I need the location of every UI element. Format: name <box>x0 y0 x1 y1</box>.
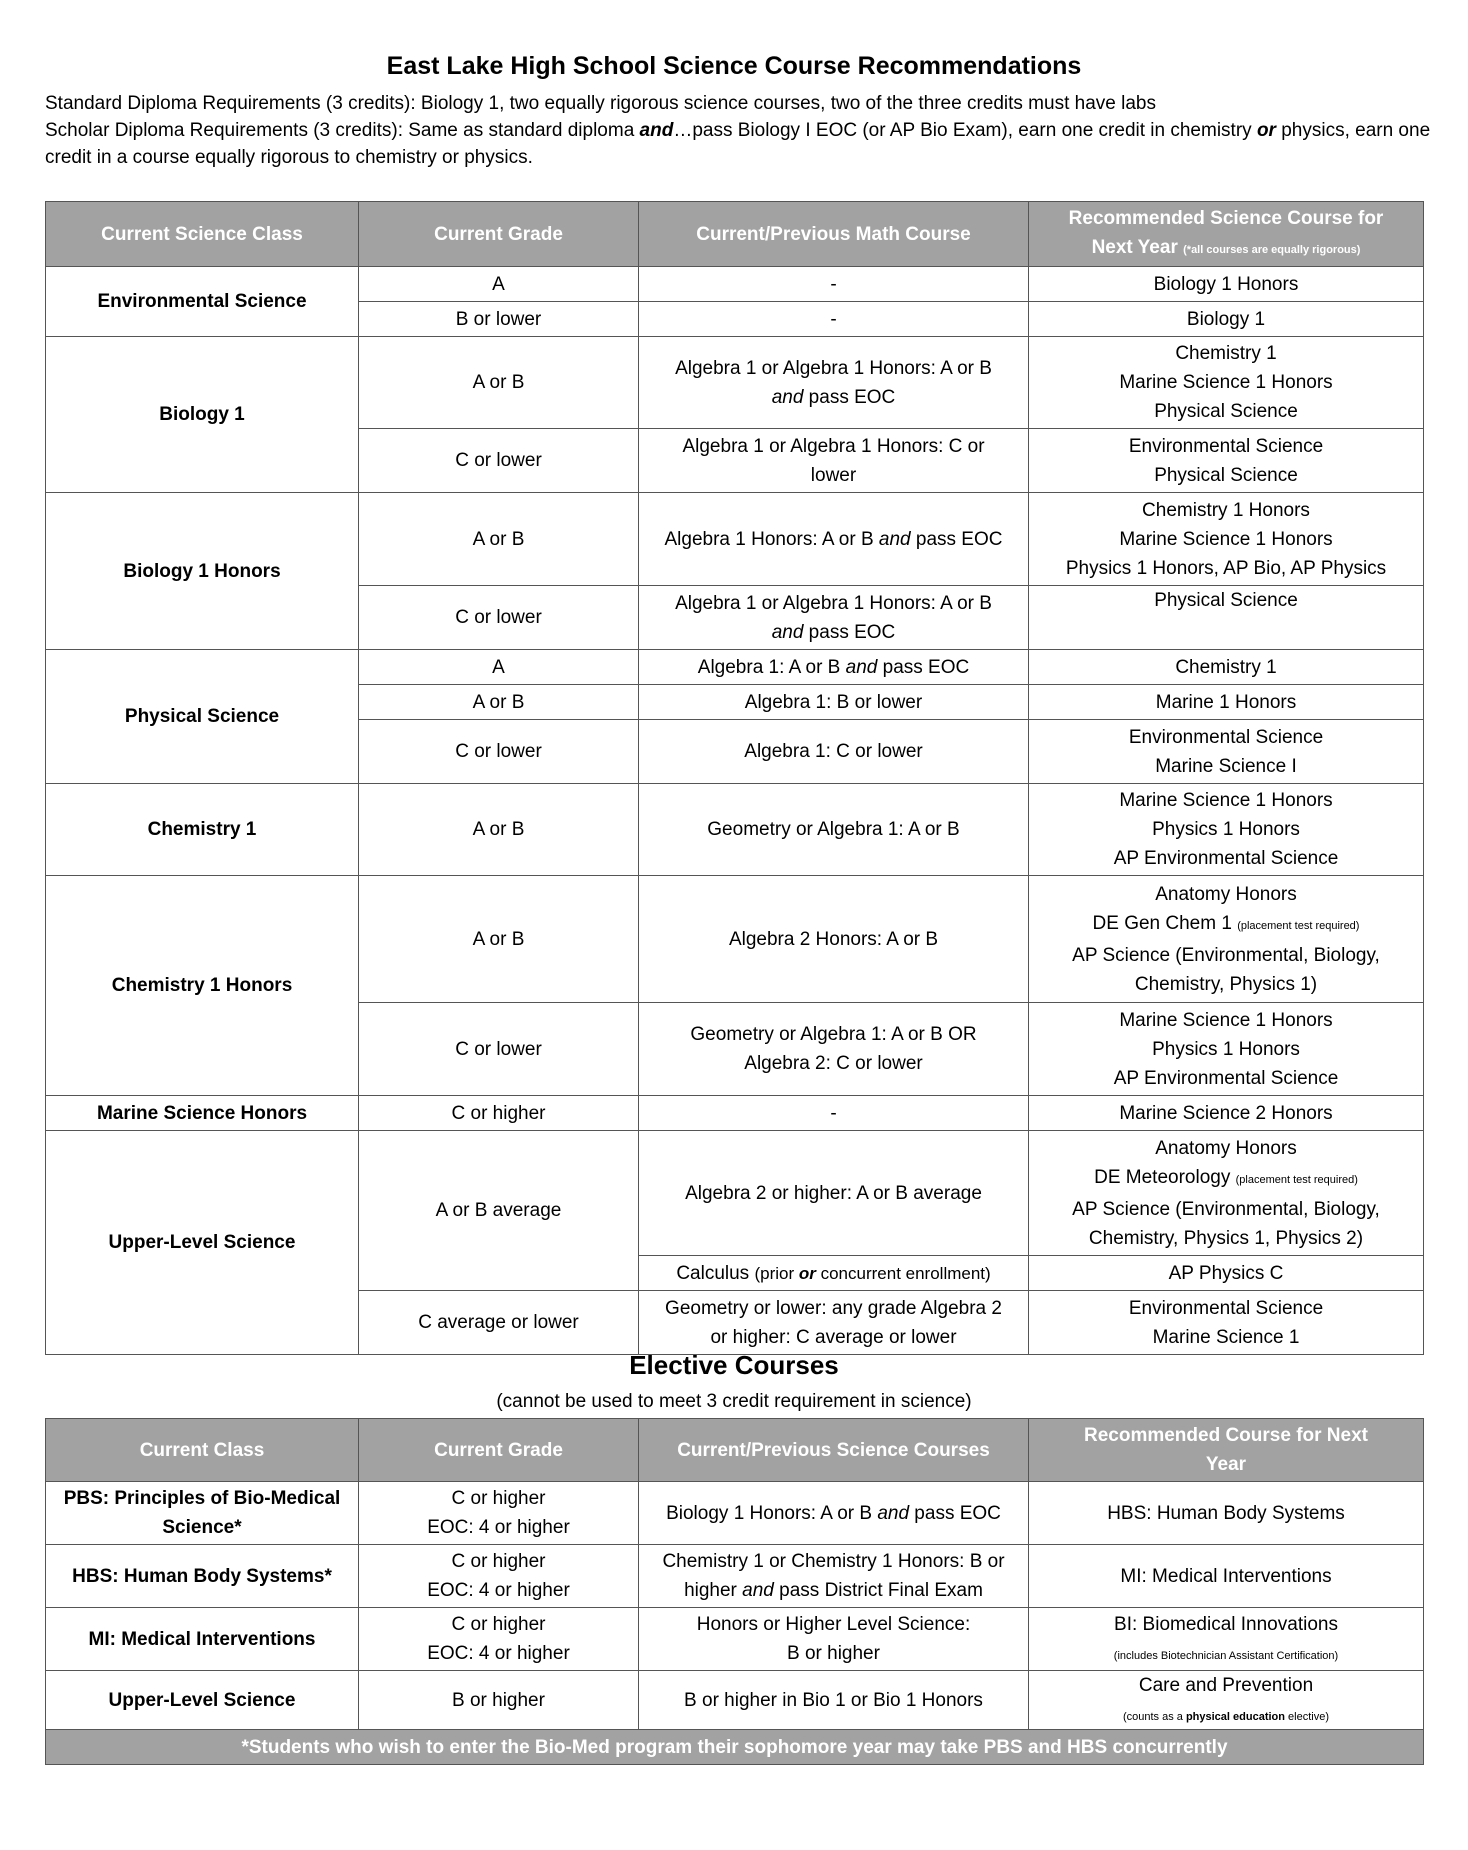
math-cell: Calculus (prior or concurrent enrollment) <box>639 1256 1029 1291</box>
science-cell: B or higher in Bio 1 or Bio 1 Honors <box>639 1671 1029 1730</box>
grade-cell: C or lower <box>359 720 639 784</box>
grade-cell: A <box>359 650 639 685</box>
recommend-cell: Chemistry 1 <box>1029 650 1424 685</box>
class-cell: Chemistry 1 <box>46 784 359 876</box>
grade-cell: C or higher EOC: 4 or higher <box>359 1545 639 1608</box>
math-cell: Algebra 1: A or B and pass EOC <box>639 650 1029 685</box>
grade-cell: A <box>359 267 639 302</box>
math-cell: - <box>639 267 1029 302</box>
recommend-cell: Anatomy Honors DE Gen Chem 1 (placement test required) AP Science (Environmental, Biology, Chemistry, Physics 1) <box>1029 876 1424 1003</box>
math-cell: Algebra 2 or higher: A or B average <box>639 1131 1029 1256</box>
header-science-courses: Current/Previous Science Courses <box>639 1419 1029 1482</box>
science-course-table <box>45 201 1424 1355</box>
footer-note-row <box>46 1730 1424 1765</box>
class-cell: Chemistry 1 Honors <box>46 876 359 1096</box>
grade-cell: C or lower <box>359 1003 639 1096</box>
grade-cell: A or B <box>359 493 639 586</box>
grade-cell: C or higher <box>359 1096 639 1131</box>
math-cell: Algebra 1 or Algebra 1 Honors: A or B and pass EOC <box>639 586 1029 650</box>
class-cell: MI: Medical Interventions <box>46 1608 359 1671</box>
recommend-cell: Anatomy Honors DE Meteorology (placement test required) AP Science (Environmental, Biology, Chemistry, Physics 1, Physics 2) <box>1029 1131 1424 1256</box>
standard-diploma-text: Standard Diploma Requirements (3 credits): Biology 1, two equally rigorous science courses, two of the three credits must have labs <box>45 93 1156 114</box>
class-cell: Environmental Science <box>46 267 359 337</box>
class-cell: Biology 1 <box>46 337 359 493</box>
class-cell: Upper-Level Science <box>46 1131 359 1355</box>
recommend-cell: AP Physics C <box>1029 1256 1424 1291</box>
table-row <box>46 1545 1424 1608</box>
class-cell: Physical Science <box>46 650 359 784</box>
grade-cell: A or B <box>359 685 639 720</box>
elective-title: Elective Courses <box>629 1350 839 1380</box>
table-row <box>46 1608 1424 1671</box>
recommend-cell: MI: Medical Interventions <box>1029 1545 1424 1608</box>
recommend-cell: Environmental Science Physical Science <box>1029 429 1424 493</box>
scholar-diploma-text: Scholar Diploma Requirements (3 credits): Same as standard diploma and…pass Biology I EOC (or AP Bio Exam), earn one credit in chemistry or physics, earn one credit in a course equally rigorous to chemistry or physics. <box>45 120 1431 168</box>
header-current-class: Current Class <box>46 1419 359 1482</box>
recommend-cell: Marine Science 2 Honors <box>1029 1096 1424 1131</box>
table-row <box>46 1671 1424 1730</box>
science-cell: Honors or Higher Level Science: B or higher <box>639 1608 1029 1671</box>
table-row <box>46 1482 1424 1545</box>
intro-text <box>45 90 1440 171</box>
math-cell: Algebra 1: C or lower <box>639 720 1029 784</box>
grade-cell: B or higher <box>359 1671 639 1730</box>
recommend-cell: Chemistry 1 Marine Science 1 Honors Physical Science <box>1029 337 1424 429</box>
elective-course-table <box>45 1418 1424 1765</box>
class-cell: Upper-Level Science <box>46 1671 359 1730</box>
math-cell: Geometry or lower: any grade Algebra 2 or higher: C average or lower <box>639 1291 1029 1355</box>
table-row <box>46 1096 1424 1131</box>
recommend-cell: Physical Science <box>1029 586 1424 650</box>
recommend-cell: Chemistry 1 Honors Marine Science 1 Honors Physics 1 Honors, AP Bio, AP Physics <box>1029 493 1424 586</box>
grade-cell: C or higher EOC: 4 or higher <box>359 1608 639 1671</box>
header-recommended-course: Recommended Course for Next Year <box>1029 1419 1424 1482</box>
math-cell: - <box>639 1096 1029 1131</box>
math-cell: Algebra 1 Honors: A or B and pass EOC <box>639 493 1029 586</box>
table-row <box>46 876 1424 1003</box>
grade-cell: C or lower <box>359 586 639 650</box>
science-cell: Chemistry 1 or Chemistry 1 Honors: B or higher and pass District Final Exam <box>639 1545 1029 1608</box>
grade-cell: C or higher EOC: 4 or higher <box>359 1482 639 1545</box>
header-math-course: Current/Previous Math Course <box>639 202 1029 267</box>
footer-note: *Students who wish to enter the Bio-Med program their sophomore year may take PBS and HBS concurrently <box>46 1730 1424 1765</box>
math-cell: Geometry or Algebra 1: A or B <box>639 784 1029 876</box>
header-current-science-class: Current Science Class <box>46 202 359 267</box>
math-cell: Algebra 1 or Algebra 1 Honors: C or lower <box>639 429 1029 493</box>
recommend-cell: Biology 1 <box>1029 302 1424 337</box>
table-row <box>46 784 1424 876</box>
table-row <box>46 650 1424 685</box>
header-current-grade: Current Grade <box>359 202 639 267</box>
class-cell: Biology 1 Honors <box>46 493 359 650</box>
science-cell: Biology 1 Honors: A or B and pass EOC <box>639 1482 1029 1545</box>
recommend-cell: Environmental Science Marine Science I <box>1029 720 1424 784</box>
table-row <box>46 267 1424 302</box>
math-cell: Algebra 2 Honors: A or B <box>639 876 1029 1003</box>
header-current-grade: Current Grade <box>359 1419 639 1482</box>
header-recommended-course: Recommended Science Course for Next Year (*all courses are equally rigorous) <box>1029 202 1424 267</box>
recommend-cell: Biology 1 Honors <box>1029 267 1424 302</box>
recommend-cell: Marine Science 1 Honors Physics 1 Honors AP Environmental Science <box>1029 1003 1424 1096</box>
recommend-cell: HBS: Human Body Systems <box>1029 1482 1424 1545</box>
table-row <box>46 1131 1424 1256</box>
grade-cell: B or lower <box>359 302 639 337</box>
table-row <box>46 493 1424 586</box>
recommend-cell: Environmental Science Marine Science 1 <box>1029 1291 1424 1355</box>
recommend-cell: Marine Science 1 Honors Physics 1 Honors AP Environmental Science <box>1029 784 1424 876</box>
recommend-cell: BI: Biomedical Innovations (includes Biotechnician Assistant Certification) <box>1029 1608 1424 1671</box>
class-cell: PBS: Principles of Bio-Medical Science* <box>46 1482 359 1545</box>
grade-cell: C or lower <box>359 429 639 493</box>
recommend-cell: Care and Prevention (counts as a physical education elective) <box>1029 1671 1424 1730</box>
class-cell: HBS: Human Body Systems* <box>46 1545 359 1608</box>
grade-cell: A or B <box>359 337 639 429</box>
math-cell: Algebra 1: B or lower <box>639 685 1029 720</box>
table-row <box>46 337 1424 429</box>
page-title: East Lake High School Science Course Recommendations <box>386 52 1082 80</box>
grade-cell: A or B <box>359 784 639 876</box>
table-header-row <box>46 1419 1424 1482</box>
grade-cell: C average or lower <box>359 1291 639 1355</box>
elective-subtitle: (cannot be used to meet 3 credit requirement in science) <box>496 1391 972 1412</box>
table-header-row <box>46 202 1424 267</box>
math-cell: Algebra 1 or Algebra 1 Honors: A or B and pass EOC <box>639 337 1029 429</box>
math-cell: Geometry or Algebra 1: A or B OR Algebra 2: C or lower <box>639 1003 1029 1096</box>
grade-cell: A or B <box>359 876 639 1003</box>
math-cell: - <box>639 302 1029 337</box>
grade-cell: A or B average <box>359 1131 639 1291</box>
recommend-cell: Marine 1 Honors <box>1029 685 1424 720</box>
class-cell: Marine Science Honors <box>46 1096 359 1131</box>
